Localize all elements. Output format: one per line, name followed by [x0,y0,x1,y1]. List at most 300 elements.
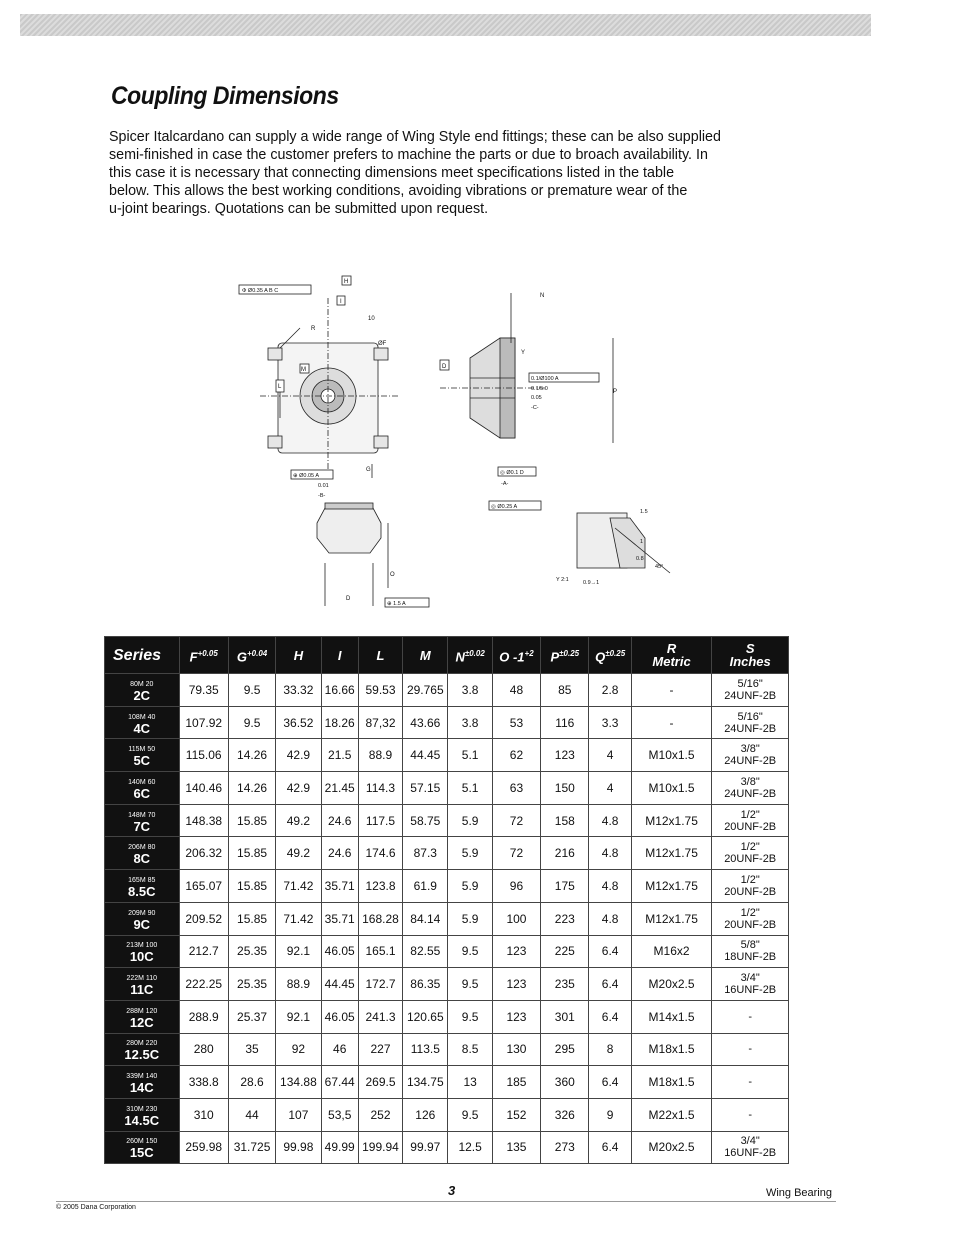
table-cell: 49.2 [276,837,321,870]
table-cell: 5.1 [448,739,492,772]
series-name: 9C [133,916,151,932]
series-code: 310M 230 [126,1105,158,1113]
table-cell: 58.75 [403,804,448,837]
table-cell: M18x1.5 [631,1033,712,1066]
detail-dim-15: 1.5 [640,509,648,515]
table-cell: 13 [448,1066,492,1099]
table-cell: 33.32 [276,674,321,707]
header-p: $P^{\pm 0.25}$ [541,637,589,674]
series-code: 165M 85 [128,876,156,884]
inch-thread-cell [712,706,789,739]
table-cell: 148.38 [179,804,228,837]
inch-thread-cell [712,674,789,707]
table-cell: 31.725 [228,1131,275,1164]
series-name: 8.5C [128,883,156,899]
series-cell [105,674,180,707]
table-cell: 49.99 [321,1131,358,1164]
table-cell: 123 [492,968,540,1001]
datum-c: -C- [531,405,539,411]
series-code: 148M 70 [128,811,156,819]
table-cell: 15.85 [228,902,275,935]
table-cell: 35.71 [321,870,358,903]
table-cell: 15.85 [228,804,275,837]
tolerance-bottom-left: ⊕ 1.5 A [387,601,406,607]
copyright: © 2005 Dana Corporation [56,1204,136,1211]
dim-label-m: M [301,367,306,373]
intro-paragraph [109,128,799,218]
inch-size: 3/4" [740,1135,760,1148]
inch-thread-cell [712,772,789,805]
inch-thread-cell [712,1098,789,1131]
series-name: 8C [133,851,151,867]
intro-line: this case it is necessary that connecting dimensions meet specifications listed in the table [109,165,675,181]
detail-dim-45: 45° [655,564,664,570]
table-cell: 5.9 [448,837,492,870]
table-cell: 3.3 [589,706,631,739]
table-cell: 269.5 [358,1066,402,1099]
table-cell: 9.5 [228,674,275,707]
table-row [105,804,789,837]
table-cell: 241.3 [358,1000,402,1033]
table-cell: 301 [541,1000,589,1033]
dim-label-n: N [540,293,545,299]
table-cell: 4.8 [589,902,631,935]
thread-spec: 24UNF-2B [724,722,777,735]
footer-label: Wing Bearing [765,1187,832,1199]
series-name: 6C [133,785,151,801]
series-code: 339M 140 [126,1073,158,1081]
table-cell: 116 [541,706,589,739]
inch-thread-cell [712,968,789,1001]
table-cell: 9.5 [448,935,492,968]
detail-dim-09: 0.9→1 [583,580,600,586]
table-cell: 21.5 [321,739,358,772]
table-cell: 59.53 [358,674,402,707]
intro-line: u-joint bearings. Quotations can be submitted upon request. [109,201,489,217]
series-code: 80M 20 [130,680,154,688]
table-cell: 172.7 [358,968,402,1001]
thread-spec: 16UNF-2B [724,984,777,997]
table-cell: 152 [492,1098,540,1131]
table-cell: 9.5 [228,706,275,739]
table-cell: 100 [492,902,540,935]
table-row [105,870,789,903]
table-row [105,1131,789,1164]
table-row [105,902,789,935]
table-cell: 72 [492,837,540,870]
table-cell: 107.92 [179,706,228,739]
table-cell: 85 [541,674,589,707]
table-row [105,674,789,707]
table-cell: 25.35 [228,968,275,1001]
table-cell: M14x1.5 [631,1000,712,1033]
table-row [105,935,789,968]
header-g: $G^{+0.04}$ [228,637,275,674]
datum-b: -B- [318,493,326,499]
table-cell: 43.66 [403,706,448,739]
tolerance-mid-left: ⊕ Ø0.05 A [293,473,320,479]
table-cell: 46 [321,1033,358,1066]
table-cell: 6.4 [589,1131,631,1164]
table-cell: 21.45 [321,772,358,805]
series-name: 15C [129,1145,154,1161]
series-cell [105,870,180,903]
table-cell: 14.26 [228,772,275,805]
table-cell: 88.9 [276,968,321,1001]
table-cell: - [631,706,712,739]
inch-size: 3/4" [740,972,760,985]
inch-size: 5/16" [737,710,763,723]
series-cell [105,772,180,805]
header-r: R Metric [631,637,712,674]
table-cell: 14.26 [228,739,275,772]
table-cell: 62 [492,739,540,772]
series-code: 213M 100 [126,942,158,950]
thread-spec: 20UNF-2B [724,918,777,931]
table-cell: 6.4 [589,968,631,1001]
series-cell [105,1131,180,1164]
table-cell: 8 [589,1033,631,1066]
dim-label-g: G [366,467,371,473]
table-cell: 185 [492,1066,540,1099]
dim-label-d: D [346,596,351,602]
table-cell: 44.45 [321,968,358,1001]
table-cell: 24.6 [321,804,358,837]
table-cell: 199.94 [358,1131,402,1164]
inch-thread-cell [712,935,789,968]
table-cell: M20x2.5 [631,968,712,1001]
section-view [440,293,613,443]
table-cell: 126 [403,1098,448,1131]
table-cell: 6.4 [589,1066,631,1099]
table-row [105,1033,789,1066]
table-cell: 168.28 [358,902,402,935]
series-name: 12.5C [124,1047,160,1063]
inch-size: - [748,1076,752,1089]
table-cell: M10x1.5 [631,772,712,805]
table-cell: 113.5 [403,1033,448,1066]
series-name: 7C [133,818,151,834]
table-cell: 259.98 [179,1131,228,1164]
table-cell: 96 [492,870,540,903]
inch-size: 5/16" [737,677,763,690]
table-cell: 79.35 [179,674,228,707]
thread-spec: 20UNF-2B [724,853,777,866]
intro-line: semi-finished in case the customer prefers to machine the parts or due to broach availability. In [109,147,708,163]
tolerance-flatness: 0.01 [318,483,329,489]
table-cell: 273 [541,1131,589,1164]
series-cell [105,1033,180,1066]
series-code: 206M 80 [128,844,156,852]
table-cell: 82.55 [403,935,448,968]
inch-thread-cell [712,1000,789,1033]
series-cell [105,935,180,968]
table-cell: M12x1.75 [631,804,712,837]
series-name: 2C [133,687,151,703]
series-name: 12C [129,1014,154,1030]
series-code: 140M 60 [128,778,156,786]
inch-size: 1/2" [740,873,760,886]
series-cell [105,706,180,739]
header-n: $N^{\pm 0.02}$ [448,637,492,674]
table-cell: 16.66 [321,674,358,707]
table-cell: 123 [492,1000,540,1033]
table-cell: - [631,674,712,707]
tolerance-bottom-right: ◎ Ø0.25 A [491,504,518,510]
series-code: 209M 90 [128,909,156,917]
series-code: 115M 50 [128,746,156,754]
table-cell: 252 [358,1098,402,1131]
inch-size: 5/8" [740,939,760,952]
tolerance-top-left: Φ Ø0.35 A B C [242,288,279,294]
table-cell: 310 [179,1098,228,1131]
table-cell: 88.9 [358,739,402,772]
inch-thread-cell [712,739,789,772]
header-l: L [358,637,402,674]
series-cell [105,1098,180,1131]
detail-label-y: Y 2:1 [556,577,569,583]
table-cell: 53 [492,706,540,739]
header-f: $F^{+0.05}$ [179,637,228,674]
series-cell [105,902,180,935]
table-cell: M16x2 [631,935,712,968]
table-cell: 9.5 [448,1000,492,1033]
table-cell: 46.05 [321,1000,358,1033]
series-cell [105,739,180,772]
table-cell: 42.9 [276,772,321,805]
table-row [105,1000,789,1033]
intro-line: Spicer Italcardano can supply a wide range of Wing Style end fittings; these can be also supplied [109,129,721,145]
table-cell: 280 [179,1033,228,1066]
table-cell: M22x1.5 [631,1098,712,1131]
table-cell: 114.3 [358,772,402,805]
table-cell: 57.15 [403,772,448,805]
table-cell: 5.9 [448,804,492,837]
series-code: 108M 40 [128,713,156,721]
table-cell: 338.8 [179,1066,228,1099]
table-cell: 165.1 [358,935,402,968]
table-row [105,968,789,1001]
profile-view [317,503,388,606]
thread-spec: 24UNF-2B [724,755,777,768]
table-cell: 5.1 [448,772,492,805]
header-i: I [321,637,358,674]
table-cell: M20x2.5 [631,1131,712,1164]
table-cell: 44 [228,1098,275,1131]
table-row [105,1066,789,1099]
table-cell: 6.4 [589,935,631,968]
series-name: 4C [133,720,151,736]
table-cell: 18.26 [321,706,358,739]
table-cell: 227 [358,1033,402,1066]
inch-thread-cell [712,837,789,870]
table-cell: 223 [541,902,589,935]
table-cell: 4.8 [589,804,631,837]
thread-spec: 24UNF-2B [724,787,777,800]
table-cell: 84.14 [403,902,448,935]
header-h: H [276,637,321,674]
dim-label-f: ØF [378,341,387,347]
table-cell: M10x1.5 [631,739,712,772]
table-cell: 35 [228,1033,275,1066]
table-cell: 295 [541,1033,589,1066]
table-cell: 67.44 [321,1066,358,1099]
inch-thread-cell [712,1066,789,1099]
table-cell: M12x1.75 [631,902,712,935]
dim-label-p: P [613,389,618,395]
table-cell: 92.1 [276,1000,321,1033]
table-cell: 53,5 [321,1098,358,1131]
table-cell: 150 [541,772,589,805]
table-header-row [105,637,789,674]
inch-size: 1/2" [740,906,760,919]
table-cell: 130 [492,1033,540,1066]
dim-label-r: R [311,326,316,332]
tolerance-concentricity: ◎ Ø0.1 D [500,470,524,476]
table-row [105,837,789,870]
footer-divider [56,1201,836,1202]
tolerance-box-2: 0.1/5.0 [531,386,548,392]
inch-size: 3/8" [740,743,760,756]
table-cell: 4.8 [589,837,631,870]
dim-label-y: Y [521,350,526,356]
table-cell: 3.8 [448,674,492,707]
series-name: 11C [130,982,154,998]
table-cell: 175 [541,870,589,903]
inch-thread-cell [712,1033,789,1066]
table-body [105,674,789,1164]
table-cell: 135 [492,1131,540,1164]
datum-a: -A- [501,481,509,487]
series-name: 14.5C [124,1112,160,1128]
table-cell: 71.42 [276,870,321,903]
tolerance-box-1: 0.1/Ø100 A [531,376,559,382]
series-cell [105,837,180,870]
thread-spec: 24UNF-2B [724,689,777,702]
series-cell [105,804,180,837]
table-cell: 107 [276,1098,321,1131]
header-q: $Q^{\pm 0.25}$ [589,637,631,674]
table-cell: 72 [492,804,540,837]
inch-size: 3/8" [740,775,760,788]
dim-label-10: 10 [368,316,375,322]
table-cell: 61.9 [403,870,448,903]
series-cell [105,1066,180,1099]
header-s: S Inches [712,637,789,674]
table-row [105,706,789,739]
inch-size: - [748,1043,752,1056]
dim-label-i: I [340,299,342,305]
table-cell: 4 [589,739,631,772]
table-cell: 165.07 [179,870,228,903]
table-cell: 24.6 [321,837,358,870]
table-cell: 212.7 [179,935,228,968]
table-cell: 8.5 [448,1033,492,1066]
table-cell: 206.32 [179,837,228,870]
table-cell: 46.05 [321,935,358,968]
table-cell: 87,32 [358,706,402,739]
table-cell: 48 [492,674,540,707]
table-cell: 36.52 [276,706,321,739]
table-cell: 288.9 [179,1000,228,1033]
table-cell: 9.5 [448,968,492,1001]
inch-thread-cell [712,902,789,935]
detail-dim-1: 1 [640,539,644,545]
dim-label-d-section: D [442,364,447,370]
table-cell: 86.35 [403,968,448,1001]
table-cell: 158 [541,804,589,837]
table-cell: 115.06 [179,739,228,772]
table-cell: 120.65 [403,1000,448,1033]
page-number: 3 [448,1183,456,1198]
inch-thread-cell [712,804,789,837]
table-cell: M12x1.75 [631,870,712,903]
table-cell: 3.8 [448,706,492,739]
series-name: 5C [133,753,151,769]
table-cell: 209.52 [179,902,228,935]
table-cell: 44.45 [403,739,448,772]
thread-spec: 18UNF-2B [724,951,777,964]
table-cell: 134.88 [276,1066,321,1099]
table-cell: 4.8 [589,870,631,903]
table-cell: 92.1 [276,935,321,968]
header-series: Series [105,637,180,674]
series-code: 260M 150 [126,1138,158,1146]
table-cell: 9 [589,1098,631,1131]
table-cell: 117.5 [358,804,402,837]
table-cell: 99.98 [276,1131,321,1164]
table-cell: 99.97 [403,1131,448,1164]
table-cell: 134.75 [403,1066,448,1099]
table-row [105,1098,789,1131]
table-cell: 92 [276,1033,321,1066]
inch-thread-cell [712,1131,789,1164]
table-row [105,739,789,772]
table-cell: 174.6 [358,837,402,870]
table-cell: 4 [589,772,631,805]
table-cell: 123 [492,935,540,968]
table-cell: 29.765 [403,674,448,707]
table-cell: 140.46 [179,772,228,805]
table-cell: 360 [541,1066,589,1099]
table-cell: 123 [541,739,589,772]
table-cell: 28.6 [228,1066,275,1099]
dim-label-l: L [278,384,282,390]
table-cell: 42.9 [276,739,321,772]
intro-line: below. This allows the best working conditions, avoiding vibrations or premature wear of the [109,183,688,199]
table-cell: 5.9 [448,870,492,903]
table-cell: 2.8 [589,674,631,707]
table-cell: 235 [541,968,589,1001]
table-cell: M18x1.5 [631,1066,712,1099]
inch-size: - [748,1010,752,1023]
table-cell: 12.5 [448,1131,492,1164]
thread-spec: 20UNF-2B [724,885,777,898]
inch-size: - [748,1108,752,1121]
table-cell: 25.35 [228,935,275,968]
header-m: M [403,637,448,674]
thread-spec: 20UNF-2B [724,820,777,833]
table-cell: 63 [492,772,540,805]
inch-size: 1/2" [740,841,760,854]
header-band [20,14,871,36]
detail-dim-08: 0.8 [636,556,644,562]
table-cell: 35.71 [321,902,358,935]
table-cell: 15.85 [228,837,275,870]
table-cell: 25.37 [228,1000,275,1033]
inch-size: 1/2" [740,808,760,821]
table-cell: 5.9 [448,902,492,935]
